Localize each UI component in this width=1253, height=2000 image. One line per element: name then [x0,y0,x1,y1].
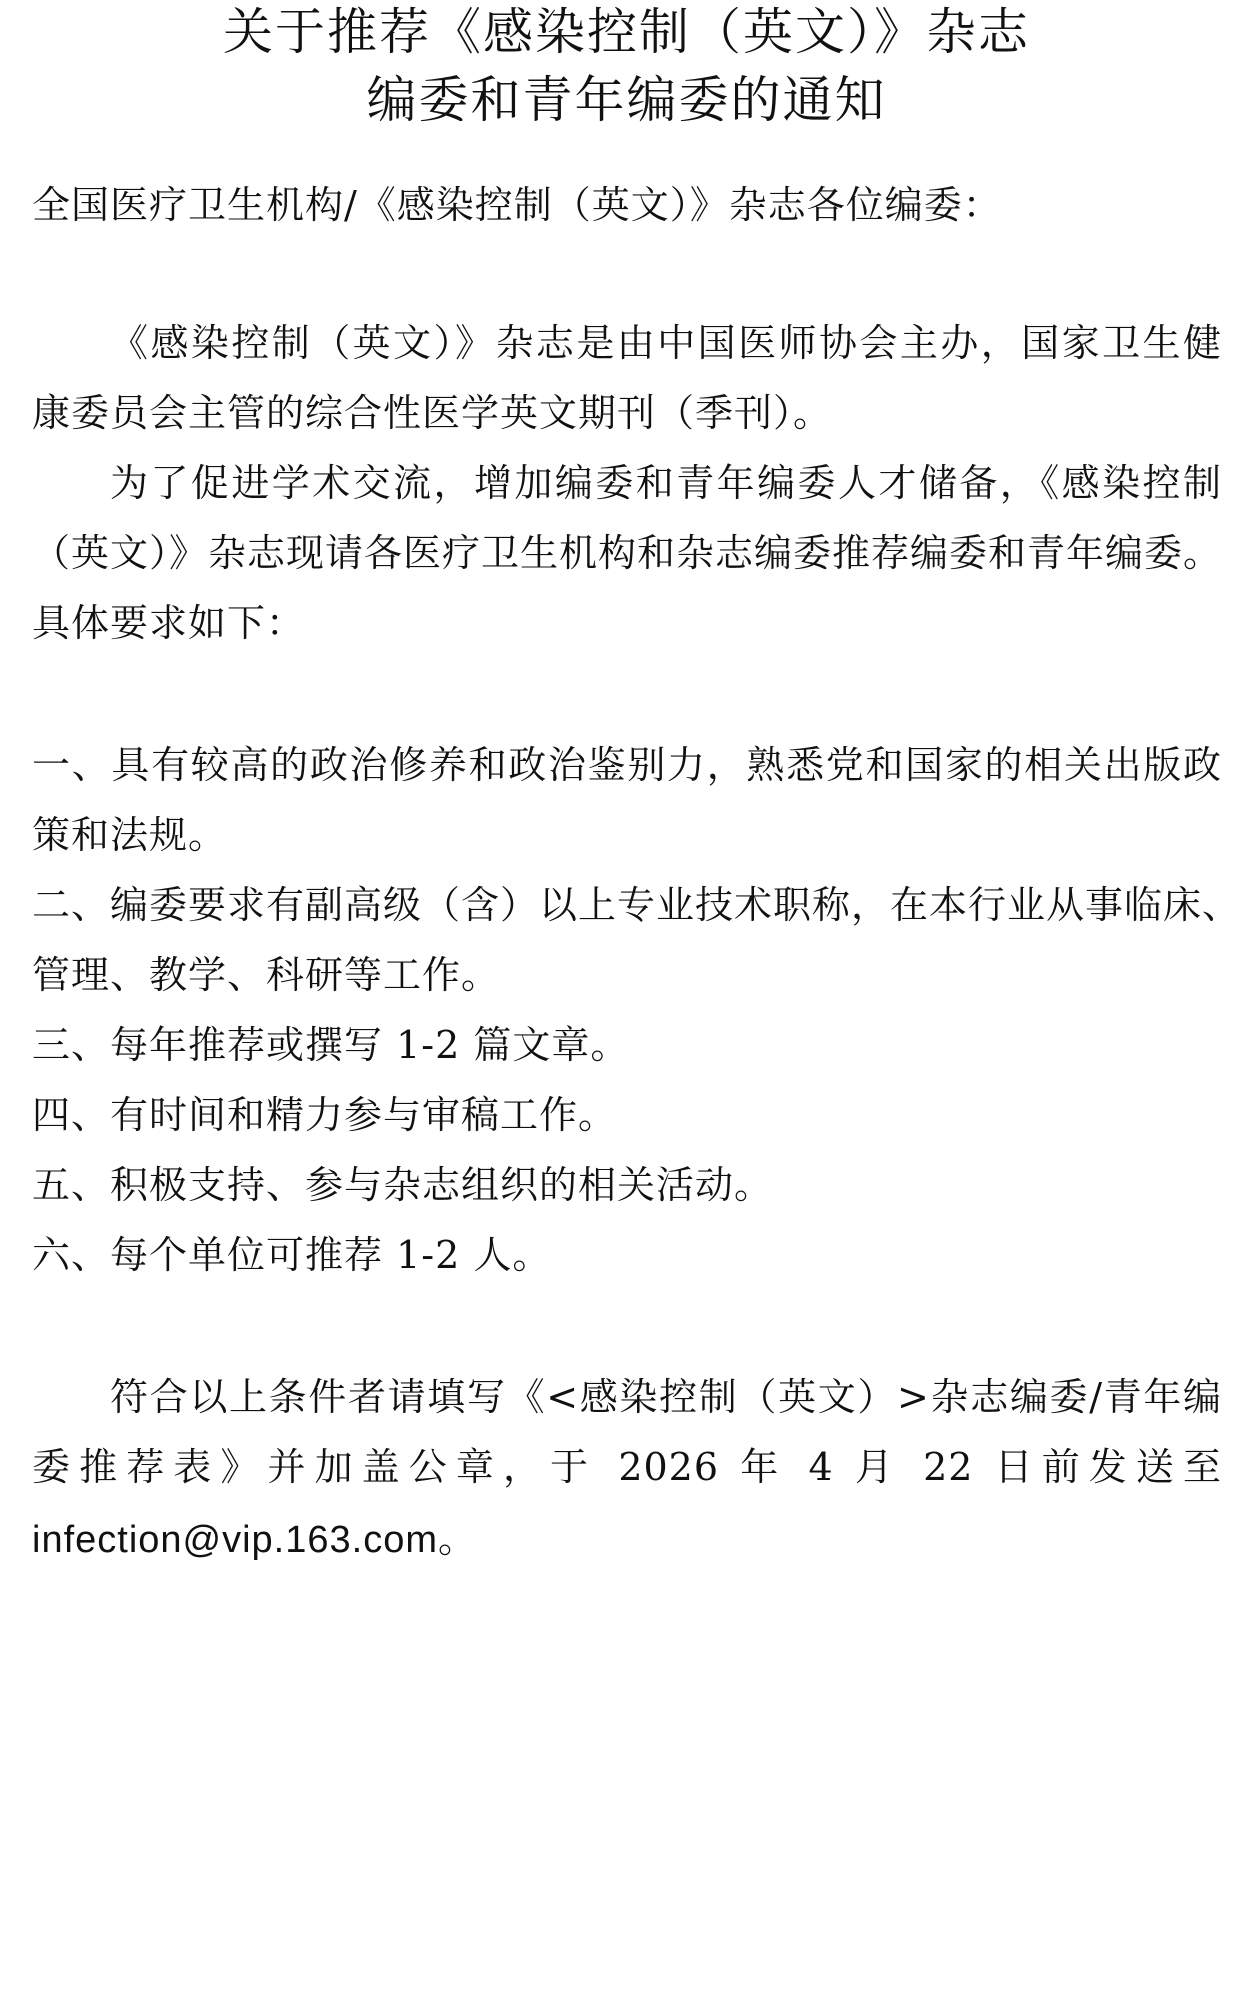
requirement-5: 五、积极支持、参与杂志组织的相关活动。 [32,1163,774,1207]
requirement-2-line-1: 二、编委要求有副高级（含）以上专业技术职称，在本行业从事临床、 [32,883,1242,927]
requirement-6: 六、每个单位可推荐 1-2 人。 [32,1233,552,1277]
paragraph-2-line-2: （英文）》杂志现请各医疗卫生机构和杂志编委推荐编委和青年编委。 [32,531,1223,575]
closing-line-2: 委推荐表》并加盖公章，于 2026 年 4 月 22 日前发送至 [32,1445,1222,1489]
closing-end-mark: 。 [438,1517,478,1561]
contact-email[interactable]: infection@vip.163.com [32,1519,438,1561]
closing-line-1: 符合以上条件者请填写《<感染控制（英文）>杂志编委/青年编 [110,1375,1222,1419]
requirement-4: 四、有时间和精力参与审稿工作。 [32,1093,618,1137]
requirement-3: 三、每年推荐或撰写 1-2 篇文章。 [32,1023,630,1067]
requirement-1-line-2: 策和法规。 [32,813,228,857]
requirement-2-line-2: 管理、教学、科研等工作。 [32,953,501,997]
paragraph-2-line-1: 为了促进学术交流，增加编委和青年编委人才储备，《感染控制 [110,461,1222,505]
notice-title-line-2: 编委和青年编委的通知 [366,71,887,129]
paragraph-1-line-2: 康委员会主管的综合性医学英文期刊（季刊）。 [32,391,833,435]
requirement-1-line-1: 一、具有较高的政治修养和政治鉴别力，熟悉党和国家的相关出版政 [32,743,1222,787]
salutation: 全国医疗卫生机构/《感染控制（英文）》杂志各位编委： [32,183,1002,227]
notice-title-line-1: 关于推荐《感染控制（英文）》杂志 [223,3,1030,61]
paragraph-1-line-1: 《感染控制（英文）》杂志是由中国医师协会主办，国家卫生健 [110,321,1222,365]
closing-line-3 [32,1514,1222,1565]
paragraph-2-line-3: 具体要求如下： [32,601,306,645]
